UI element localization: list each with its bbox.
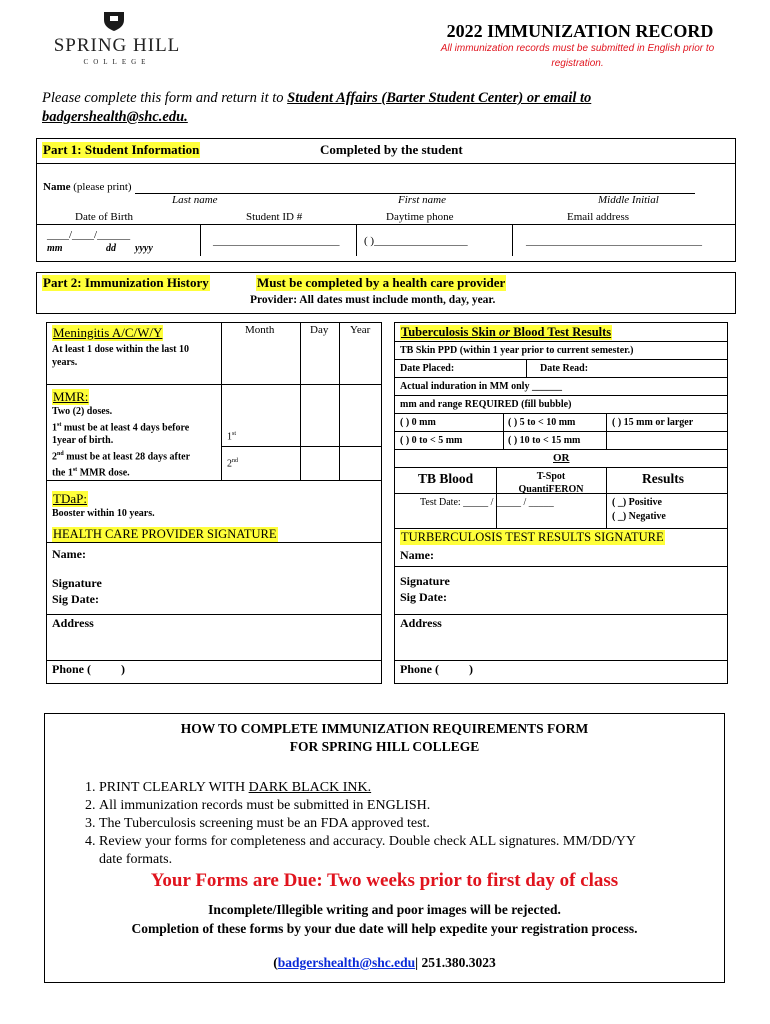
logo-text: SPRING HILL [53,35,181,56]
results-label: Results [642,471,685,486]
instruction-2: 2. All immunization records must be submitted in ENGLISH. [99,797,704,815]
mmr-dose-1: 1st [227,431,237,443]
or-label: OR [553,452,570,464]
meningitis-note: At least 1 dose within the last 10 years. [52,344,189,368]
student-id-caption: Student ID # [246,211,303,223]
instructions-title-1: HOW TO COMPLETE IMMUNIZATION REQUIREMENTS FORM [180,721,589,736]
range-5-10-option[interactable]: ( ) 5 to < 10 mm [508,417,576,428]
date-read-label: Date Read: [540,363,589,374]
intro-prefix: Please complete this form and return it to [42,90,288,106]
submission-email-link[interactable]: badgershealth@shc.edu. [42,109,188,125]
instruction-3: 3. The Tuberculosis screening must be an FDA approved test. [99,815,704,833]
part2-provider-note: Must be completed by a health care provider [257,275,506,290]
instruction-4: 4. Review your forms for completeness and accuracy. Double check ALL signatures. MM/DD/YY date formats. [99,833,704,869]
last-name-caption: Last name [172,194,218,206]
mmr-dose-2: 2nd [227,458,238,470]
part2-dates-note: Provider: All dates must include month, day, year. [250,294,496,306]
shield-icon [102,10,126,32]
hcp-signature-label: Signature Sig Date: [52,576,102,606]
submission-location-link[interactable]: Student Affairs (Barter Student Center) or email to [287,90,592,106]
range-0-5-option[interactable]: ( ) 0 to < 5 mm [400,435,463,446]
mm-range-label: mm and range REQUIRED (fill bubble) [400,399,572,410]
contact-email-link[interactable]: badgershealth@shc.edu [277,955,416,970]
hcp-signature-title: HEALTH CARE PROVIDER SIGNATURE [53,527,277,541]
tb-ppd-note: TB Skin PPD (within 1 year prior to current semester.) [400,345,634,356]
form-subtitle-1: All immunization records must be submitted in English prior to [440,43,715,54]
hcp-name-label: Name: [52,547,86,561]
daytime-phone-caption: Daytime phone [386,211,454,223]
dob-yyyy: yyyy [135,243,153,254]
college-logo [52,10,182,66]
tb-address-label: Address [400,616,442,630]
intro-text [42,89,742,127]
tdap-note: Booster within 10 years. [52,508,155,519]
instructions-title-2: FOR SPRING HILL COLLEGE [289,739,480,754]
part1-completed-by: Completed by the student [320,142,463,157]
month-header: Month [245,324,275,336]
dob-dd: dd [106,243,116,254]
tb-phone-label: Phone ( ) [400,662,473,676]
meningitis-title: Meningitis A/C/W/Y [53,325,163,340]
year-header: Year [350,324,371,336]
instruction-1: 1. PRINT CLEARLY WITH DARK BLACK INK. [99,779,704,797]
logo-subtext: COLLEGE [83,58,151,66]
completion-notice: Completion of these forms by your due date will help expedite your registration process. [131,921,638,936]
positive-option[interactable]: ( _) Positive [612,497,662,508]
middle-initial-caption: Middle Initial [598,194,659,206]
hcp-phone-label: Phone ( ) [52,662,125,676]
dob-caption: Date of Birth [75,211,134,223]
tspot-label: T-Spot QuantiFERON [518,471,584,495]
rejection-notice: Incomplete/Illegible writing and poor images will be rejected. [208,902,561,917]
dob-mm: mm [47,243,63,254]
tb-signature-label: Signature Sig Date: [400,574,450,604]
tb-signature-title: TURBERCULOSIS TEST RESULTS SIGNATURE [401,530,664,544]
tb-title: Tuberculosis Skin or Blood Test Results [401,325,612,339]
student-id-input[interactable]: _______________________ [213,235,340,247]
contact-line: (badgershealth@shc.edu| 251.380.3023 [273,955,496,970]
induration-label: Actual induration in MM only ______ [400,381,562,392]
mmr-title: MMR: [53,389,89,404]
tdap-title: TDaP: [53,491,87,506]
tb-blood-label: TB Blood [418,471,474,486]
test-date-input[interactable]: Test Date: _____ / _____ / _____ [420,497,554,508]
mmr-note: Two (2) doses. 1st must be at least 4 days before 1year of birth. 2nd must be at least 28 days after the 1st MMR dose. [52,406,191,478]
daytime-phone-input[interactable]: ( )_________________ [364,235,468,247]
range-15-option[interactable]: ( ) 15 mm or larger [612,417,694,428]
instructions-list [44,779,704,869]
first-name-caption: First name [398,194,446,206]
negative-option[interactable]: ( _) Negative [612,511,666,522]
part2-title: Part 2: Immunization History [43,275,209,290]
range-10-15-option[interactable]: ( ) 10 to < 15 mm [508,435,581,446]
form-subtitle-2: registration. [551,58,604,69]
email-input[interactable]: ________________________________ [526,235,702,247]
email-caption: Email address [567,211,630,223]
part1-title: Part 1: Student Information [43,142,200,157]
dob-input[interactable]: ____/____/______ [47,229,131,241]
date-placed-label: Date Placed: [400,363,455,374]
form-title: 2022 IMMUNIZATION RECORD [446,21,714,41]
tb-name-label: Name: [400,548,434,562]
name-label: Name (please print) [43,181,132,193]
left-immunization-table [46,322,382,684]
range-0mm-option[interactable]: ( ) 0 mm [400,417,436,428]
due-date-notice: Your Forms are Due: Two weeks prior to first day of class [150,870,619,891]
hcp-address-label: Address [52,616,94,630]
day-header: Day [310,324,329,336]
